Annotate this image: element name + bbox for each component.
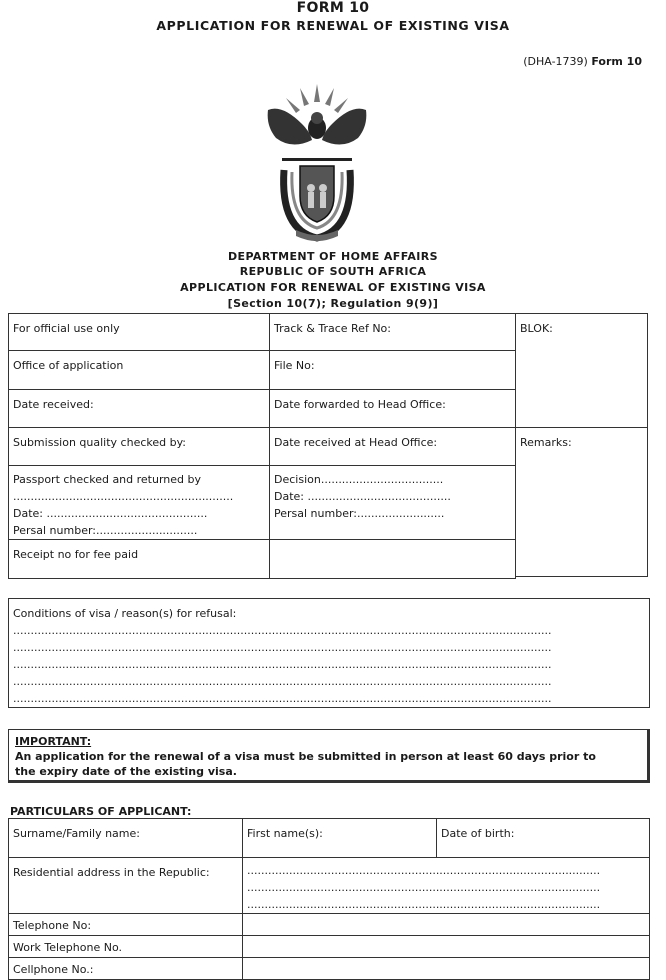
address-line-1: ..................................................................................................... xyxy=(247,864,601,877)
application-title: APPLICATION FOR RENEWAL OF EXISTING VISA xyxy=(180,281,486,294)
dob-label: Date of birth: xyxy=(441,827,515,840)
residential-address-value[interactable] xyxy=(242,857,650,914)
blok-field[interactable] xyxy=(515,313,648,428)
receipt-field[interactable] xyxy=(8,539,270,579)
file-no-field[interactable] xyxy=(269,350,516,390)
telephone-value[interactable] xyxy=(242,913,650,936)
section-regulation: [Section 10(7); Regulation 9(9)] xyxy=(227,297,439,310)
date-received-label: Date received: xyxy=(13,398,94,411)
remarks-field[interactable] xyxy=(515,427,648,577)
conditions-label: Conditions of visa / reason(s) for refusal: xyxy=(13,607,237,620)
first-names-label: First name(s): xyxy=(247,827,323,840)
cellphone-value[interactable] xyxy=(242,957,650,980)
passport-checked-field[interactable] xyxy=(8,465,270,540)
office-of-application-field[interactable] xyxy=(8,350,270,390)
work-telephone-field[interactable] xyxy=(8,935,243,958)
conditions-line-3: .......................................................................................................................................................... xyxy=(13,658,552,671)
date-received-ho-label: Date received at Head Office: xyxy=(274,436,438,449)
republic-name: REPUBLIC OF SOUTH AFRICA xyxy=(239,265,427,278)
quality-checked-field[interactable] xyxy=(8,427,270,466)
residential-address-field[interactable] xyxy=(8,857,243,914)
important-notice xyxy=(8,729,650,783)
form-reference xyxy=(523,55,642,68)
decision-label: Decision................................... xyxy=(274,473,444,486)
track-trace-label: Track & Trace Ref No: xyxy=(274,322,391,335)
remarks-label: Remarks: xyxy=(520,436,572,449)
telephone-field[interactable] xyxy=(8,913,243,936)
passport-persal-dots: Persal number:............................. xyxy=(13,524,198,537)
ref-form: Form 10 xyxy=(591,55,642,68)
form-number: FORM 10 xyxy=(296,0,370,16)
cellphone-label: Cellphone No.: xyxy=(13,963,94,976)
particulars-heading: PARTICULARS OF APPLICANT: xyxy=(10,805,192,818)
residential-address-label: Residential address in the Republic: xyxy=(13,866,210,879)
receipt-label: Receipt no for fee paid xyxy=(13,548,139,561)
track-trace-field[interactable] xyxy=(269,313,516,351)
passport-date-dots: Date: .............................................. xyxy=(13,507,208,520)
department-name: DEPARTMENT OF HOME AFFAIRS xyxy=(228,250,438,263)
first-names-field[interactable] xyxy=(242,818,437,858)
conditions-field[interactable] xyxy=(8,598,650,708)
address-line-2: ..................................................................................................... xyxy=(247,881,601,894)
date-received-field[interactable] xyxy=(8,389,270,428)
official-use-label: For official use only xyxy=(13,322,120,335)
decision-persal-dots: Persal number:......................... xyxy=(274,507,445,520)
date-forwarded-label: Date forwarded to Head Office: xyxy=(274,398,446,411)
conditions-line-2: .......................................................................................................................................................... xyxy=(13,641,552,654)
official-use-cell xyxy=(8,313,270,351)
passport-checked-dots: ............................................................... xyxy=(13,490,234,503)
file-no-label: File No: xyxy=(274,359,315,372)
date-forwarded-field[interactable] xyxy=(269,389,516,428)
address-line-3: ..................................................................................................... xyxy=(247,898,601,911)
passport-checked-label: Passport checked and returned by xyxy=(13,473,202,486)
office-label: Office of application xyxy=(13,359,124,372)
conditions-line-4: .......................................................................................................................................................... xyxy=(13,675,552,688)
quality-checked-label: Submission quality checked by: xyxy=(13,436,187,449)
decision-field[interactable] xyxy=(269,465,516,540)
telephone-label: Telephone No: xyxy=(13,919,92,932)
important-text-1: An application for the renewal of a visa must be submitted in person at least 60 days prior to xyxy=(15,750,596,763)
important-text-2: the expiry date of the existing visa. xyxy=(15,765,237,778)
conditions-line-1: .......................................................................................................................................................... xyxy=(13,624,552,637)
form-title: APPLICATION FOR RENEWAL OF EXISTING VISA xyxy=(156,18,510,33)
coat-of-arms-emblem xyxy=(262,80,372,242)
receipt-value-field[interactable] xyxy=(269,539,516,579)
work-telephone-value[interactable] xyxy=(242,935,650,958)
decision-date-dots: Date: ......................................... xyxy=(274,490,451,503)
dob-field[interactable] xyxy=(436,818,650,858)
surname-label: Surname/Family name: xyxy=(13,827,140,840)
blok-label: BLOK: xyxy=(520,322,553,335)
conditions-line-5: .......................................................................................................................................................... xyxy=(13,692,552,705)
date-received-ho-field[interactable] xyxy=(269,427,516,466)
important-heading: IMPORTANT: xyxy=(15,735,92,748)
cellphone-field[interactable] xyxy=(8,957,243,980)
work-telephone-label: Work Telephone No. xyxy=(13,941,122,954)
ref-code: (DHA-1739) xyxy=(523,55,588,68)
surname-field[interactable] xyxy=(8,818,243,858)
